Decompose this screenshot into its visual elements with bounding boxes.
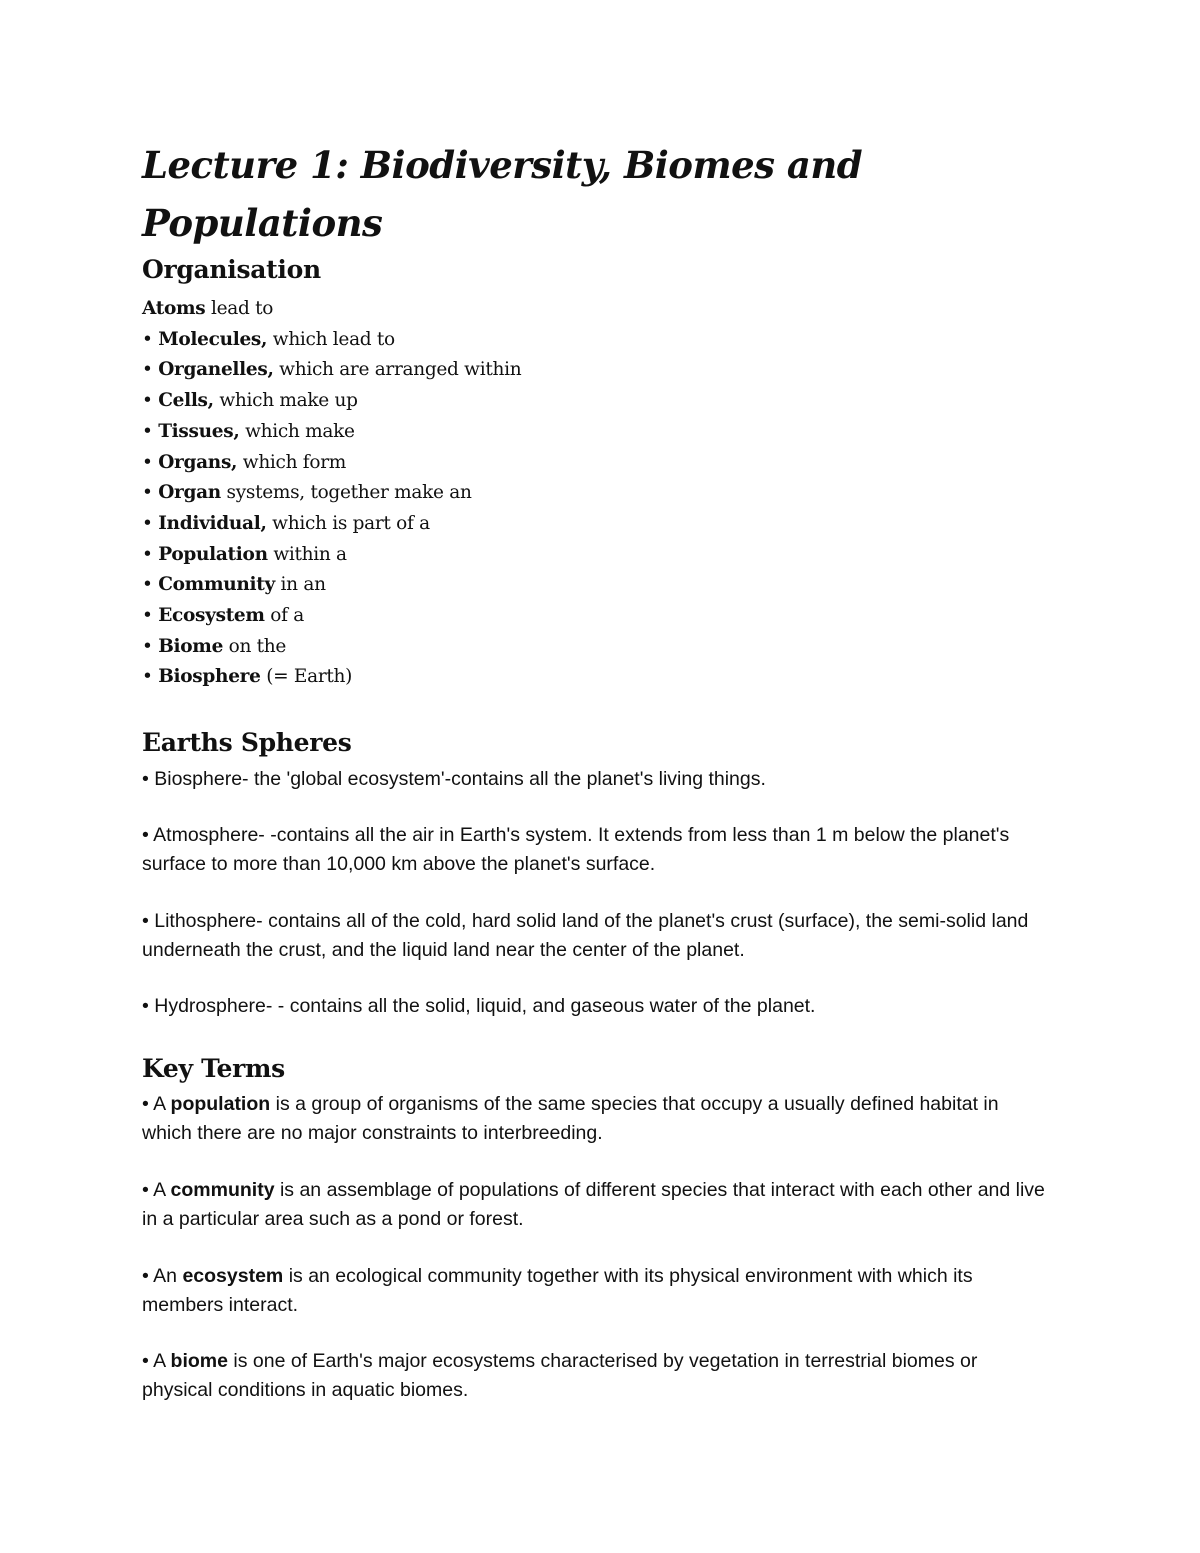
list-item-text: in an xyxy=(274,574,326,596)
list-item-text: which are arranged within xyxy=(273,359,522,381)
bullet: • xyxy=(142,390,159,412)
list-item xyxy=(142,478,521,509)
list-item-text: which form xyxy=(237,451,346,473)
list-item-bold: Atoms xyxy=(142,298,206,319)
bullet: • xyxy=(142,635,159,657)
list-item-bold: Individual, xyxy=(158,512,267,534)
list-item-bold: Tissues, xyxy=(158,420,240,442)
bullet: • xyxy=(142,574,159,596)
list-item-bold: Molecules, xyxy=(158,328,268,350)
document-title: Lecture 1: Biodiversity, Biomes and Populations xyxy=(142,143,863,245)
key-term-biome xyxy=(142,1347,1052,1405)
term-prefix: • A xyxy=(142,1179,171,1201)
list-item-text: which make xyxy=(239,420,355,442)
term-prefix: • A xyxy=(142,1093,171,1115)
list-item-bold: Biome xyxy=(158,635,224,657)
bullet: • xyxy=(142,328,159,350)
term-word: ecosystem xyxy=(182,1265,284,1287)
list-item xyxy=(142,662,521,693)
list-item xyxy=(142,540,521,571)
list-item-bold: Organ xyxy=(158,482,221,504)
organisation-heading: Organisation xyxy=(142,255,321,284)
key-term-ecosystem xyxy=(142,1262,1052,1320)
term-prefix: • A xyxy=(142,1350,171,1372)
list-item-bold: Biosphere xyxy=(158,666,261,688)
bullet: • xyxy=(142,451,159,473)
list-item-text: on the xyxy=(223,635,287,657)
bullet: • xyxy=(142,482,159,504)
sphere-hydrosphere: • Hydrosphere- - contains all the solid, liquid, and gaseous water of the planet. xyxy=(142,995,816,1017)
list-item xyxy=(142,570,521,601)
sphere-biosphere: • Biosphere- the 'global ecosystem'-contains all the planet's living things. xyxy=(142,768,766,790)
organisation-intro xyxy=(142,294,521,325)
list-item-text: of a xyxy=(264,605,304,627)
term-prefix: • An xyxy=(142,1265,183,1287)
list-item-bold: Community xyxy=(158,574,275,596)
list-item-text: which is part of a xyxy=(266,512,430,534)
list-item xyxy=(142,632,521,663)
list-item-text: which make up xyxy=(213,390,358,412)
bullet: • xyxy=(142,420,159,442)
key-term-population xyxy=(142,1090,1052,1148)
bullet: • xyxy=(142,512,159,534)
term-word: biome xyxy=(170,1350,228,1372)
list-item-bold: Organelles, xyxy=(158,359,274,381)
key-terms-heading: Key Terms xyxy=(142,1054,285,1083)
term-word: population xyxy=(170,1093,271,1115)
sphere-lithosphere: • Lithosphere- contains all of the cold, hard solid land of the planet's crust (surface), the semi-solid land underneath the crust, and the liquid land near the center of the planet. xyxy=(142,910,1029,961)
term-definition: is an assemblage of populations of different species that interact with each other and live in a particular area such as a pond or forest. xyxy=(142,1179,1045,1230)
list-item xyxy=(142,325,521,356)
bullet: • xyxy=(142,359,159,381)
list-item xyxy=(142,509,521,540)
list-item xyxy=(142,386,521,417)
list-item-bold: Cells, xyxy=(158,390,214,412)
key-term-community xyxy=(142,1176,1052,1234)
term-word: community xyxy=(170,1179,275,1201)
term-definition: is a group of organisms of the same species that occupy a usually defined habitat in which there are no major constraints to interbreeding. xyxy=(142,1093,999,1144)
list-item-text: (= Earth) xyxy=(260,666,353,688)
list-item xyxy=(142,601,521,632)
list-item-text: which lead to xyxy=(267,328,395,350)
list-item-bold: Organs, xyxy=(158,451,238,473)
list-item xyxy=(142,417,521,448)
list-item-text: within a xyxy=(267,543,347,565)
list-item xyxy=(142,448,521,479)
term-definition: is one of Earth's major ecosystems characterised by vegetation in terrestrial biomes or physical conditions in aquatic biomes. xyxy=(142,1350,978,1401)
term-definition: is an ecological community together with its physical environment with which its members interact. xyxy=(142,1265,973,1316)
list-item-bold: Ecosystem xyxy=(158,605,265,627)
sphere-atmosphere: • Atmosphere- -contains all the air in Earth's system. It extends from less than 1 m below the planet's surface to more than 10,000 km above the planet's surface. xyxy=(142,824,1010,875)
list-item-text: lead to xyxy=(205,298,274,319)
bullet: • xyxy=(142,543,159,565)
bullet: • xyxy=(142,605,159,627)
organisation-list xyxy=(142,294,521,693)
list-item-text: systems, together make an xyxy=(220,482,472,504)
list-item-bold: Population xyxy=(158,543,268,565)
spheres-heading: Earths Spheres xyxy=(142,728,352,757)
list-item xyxy=(142,355,521,386)
bullet: • xyxy=(142,666,159,688)
